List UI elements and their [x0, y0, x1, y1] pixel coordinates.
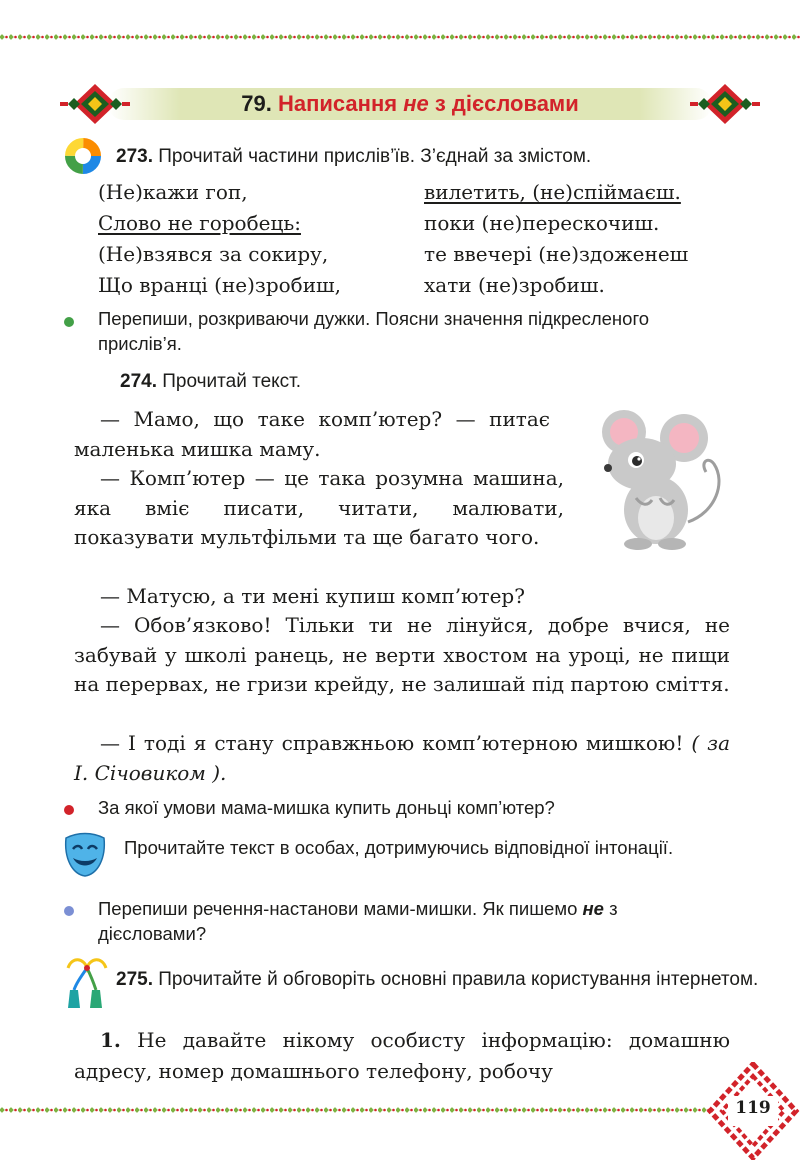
page-number: 119 — [735, 1098, 771, 1118]
question-1: За якої умови мама-мишка купить доньці комп’ютер? — [98, 797, 555, 818]
ribbon-tassel-icon — [62, 954, 112, 1010]
question-3-part: з дієсловами? — [98, 898, 618, 944]
lesson-title — [60, 91, 760, 117]
proverb-right-3: те ввечері (не)здоженеш — [424, 242, 689, 266]
text-paragraph-5 — [74, 729, 730, 788]
bottom-ornament — [0, 1105, 712, 1115]
exercise-instruction: Прочитай частини прислів’їв. З’єднай за змістом. — [158, 146, 592, 167]
proverb-left-3: (Не)взявся за сокиру, — [98, 242, 329, 266]
text-paragraph-2: — Комп’ютер — це така розумна машина, яка вміє писати, читати, малювати, показувати мультфільми та ще багато чого. — [74, 466, 564, 549]
text-source: ( за І. Січовиком ). — [74, 731, 730, 785]
lesson-title-part: з дієсловами — [428, 91, 579, 116]
exercise-instruction: Прочитайте й обговоріть основні правила користування інтернетом. — [158, 969, 759, 990]
text-paragraph-3: — Матусю, а ти мені купиш комп’ютер? — [100, 584, 525, 608]
exercise-number: 274. — [120, 371, 157, 392]
lesson-title-part: Написання — [277, 91, 404, 116]
colorful-ring-icon — [64, 137, 102, 175]
exercise-273-heading — [116, 146, 591, 168]
exercise-274-heading — [120, 371, 301, 393]
proverb-right-2: поки (не)перескочиш. — [424, 211, 660, 235]
question-3 — [98, 896, 730, 946]
theatre-mask-icon — [60, 832, 110, 878]
green-bullet — [64, 317, 74, 327]
question-3-part: Перепиши речення-настанови мами-мишки. Як пишемо — [98, 898, 583, 919]
rule-1 — [74, 1025, 730, 1087]
proverb-left-4: Що вранці (не)зробиш, — [98, 273, 341, 297]
text-paragraph-4: — Обов’язково! Тільки ти не лінуйся, добре вчися, не забувай у школі ранець, не верти хвостом на уроці, не пищи на перервах, не гризи крейду, не залишай під партою сміття. — [74, 613, 730, 696]
exercise-273-task: Перепиши, розкриваючи дужки. Поясни значення підкресленого прислів’я. — [98, 308, 650, 354]
exercise-instruction: Прочитай текст. — [162, 371, 302, 392]
mouse-illustration — [596, 402, 736, 552]
exercise-number: 275. — [116, 969, 153, 990]
text-paragraph-1: — Мамо, що таке комп’ютер? — питає маленька мишка маму. — [74, 407, 550, 461]
red-bullet — [64, 805, 74, 815]
question-2: Прочитайте текст в особах, дотримуючись відповідної інтонації. — [124, 837, 674, 858]
lesson-title-keyword: не — [403, 91, 429, 116]
rule-text: Не давайте нікому особисту інформацію: домашню адресу, номер домашнього телефону, робочу — [74, 1028, 730, 1083]
lesson-number: 79. — [241, 91, 272, 116]
blue-bullet — [64, 906, 74, 916]
proverb-right-4: хати (не)зробиш. — [424, 273, 605, 297]
page-number-badge — [706, 1062, 800, 1160]
lesson-header — [60, 82, 760, 126]
proverb-left-2: Слово не горобець: — [98, 211, 301, 235]
rule-number: 1. — [100, 1028, 121, 1052]
proverb-right-1: вилетить, (не)спіймаєш. — [424, 180, 681, 204]
exercise-275-heading — [116, 966, 762, 993]
exercise-number: 273. — [116, 146, 153, 167]
top-ornament — [0, 32, 800, 42]
proverb-left-1: (Не)кажи гоп, — [98, 180, 248, 204]
text-paragraph-5-body: — І тоді я стану справжньою комп’ютерною мишкою! — [100, 731, 684, 755]
question-3-keyword: не — [582, 898, 604, 919]
